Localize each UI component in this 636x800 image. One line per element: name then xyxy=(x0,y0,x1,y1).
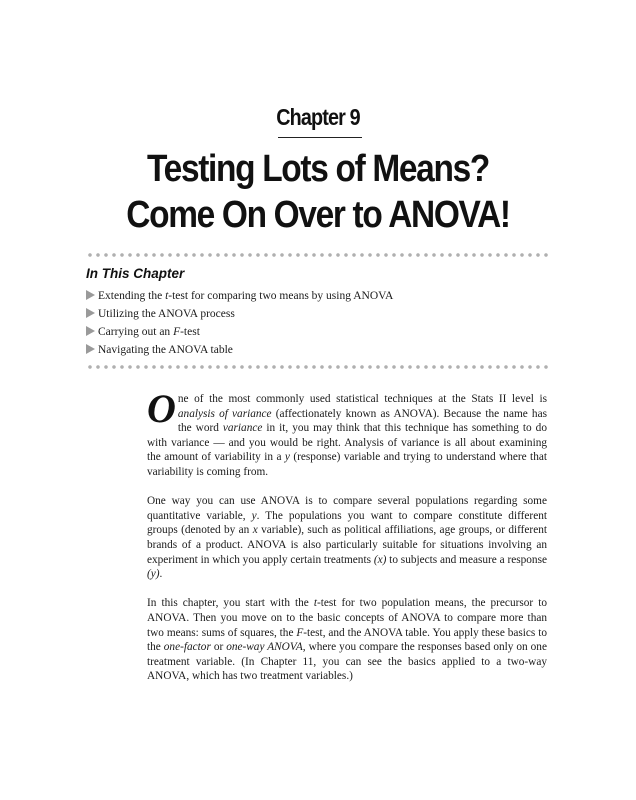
paragraph-3: In this chapter, you start with the t-test for two population means, the precursor to ANOVA. Then you move on to the basic concepts of ANOVA to compare more than two means: sums of squares, the F-test, and the ANOVA table. You apply these basics to the one-factor or one-way ANOVA, where you compare the responses based only on one treatment variable. (In Chapter 11, you can see the basics applied to a two-way ANOVA, which has two treatment variables.) xyxy=(147,597,547,683)
list-item xyxy=(86,305,393,323)
list-item xyxy=(86,287,393,305)
dotted-divider-top xyxy=(86,252,552,258)
dotted-divider-bottom xyxy=(86,364,552,370)
arrow-bullet-icon xyxy=(86,308,95,318)
list-item xyxy=(86,341,393,359)
list-item-text: Extending the t-test for comparing two means by using ANOVA xyxy=(98,290,394,302)
arrow-bullet-icon xyxy=(86,344,95,354)
in-this-chapter-heading: In This Chapter xyxy=(86,266,185,281)
chapter-topics-list xyxy=(86,287,393,359)
chapter-title xyxy=(0,146,636,238)
arrow-bullet-icon xyxy=(86,326,95,336)
chapter-rule xyxy=(278,137,362,138)
list-item xyxy=(86,323,393,341)
chapter-label: Chapter 9 xyxy=(276,104,360,130)
arrow-bullet-icon xyxy=(86,290,95,300)
paragraph-2: One way you can use ANOVA is to compare several populations regarding some quantitative variable, y. The populations you want to compare constitute different groups (denoted by an x variable), such as political affiliations, age groups, or different brands of a product. ANOVA is also particularly suitable for situations involving an experiment in which you apply certain treatments (x) to subjects and measure a response (y). xyxy=(147,495,548,581)
list-item-text: Carrying out an F-test xyxy=(98,326,200,338)
chapter-title-line-1: Testing Lots of Means? xyxy=(147,148,489,190)
list-item-text: Navigating the ANOVA table xyxy=(98,344,233,356)
list-item-text: Utilizing the ANOVA process xyxy=(98,308,235,320)
body-text xyxy=(147,386,548,698)
chapter-title-line-2: Come On Over to ANOVA! xyxy=(126,194,510,236)
drop-cap: O xyxy=(147,386,176,431)
paragraph-1: One of the most commonly used statistical techniques at the Stats II level is analysis of variance (affectionately known as ANOVA). Because the name has the word variance in it, you may think that this technique has something to do with variance — and you would be right. Analysis of variance is all about examining the amount of variability in a y (response) variable and trying to understand where that variability is coming from. xyxy=(147,386,547,478)
